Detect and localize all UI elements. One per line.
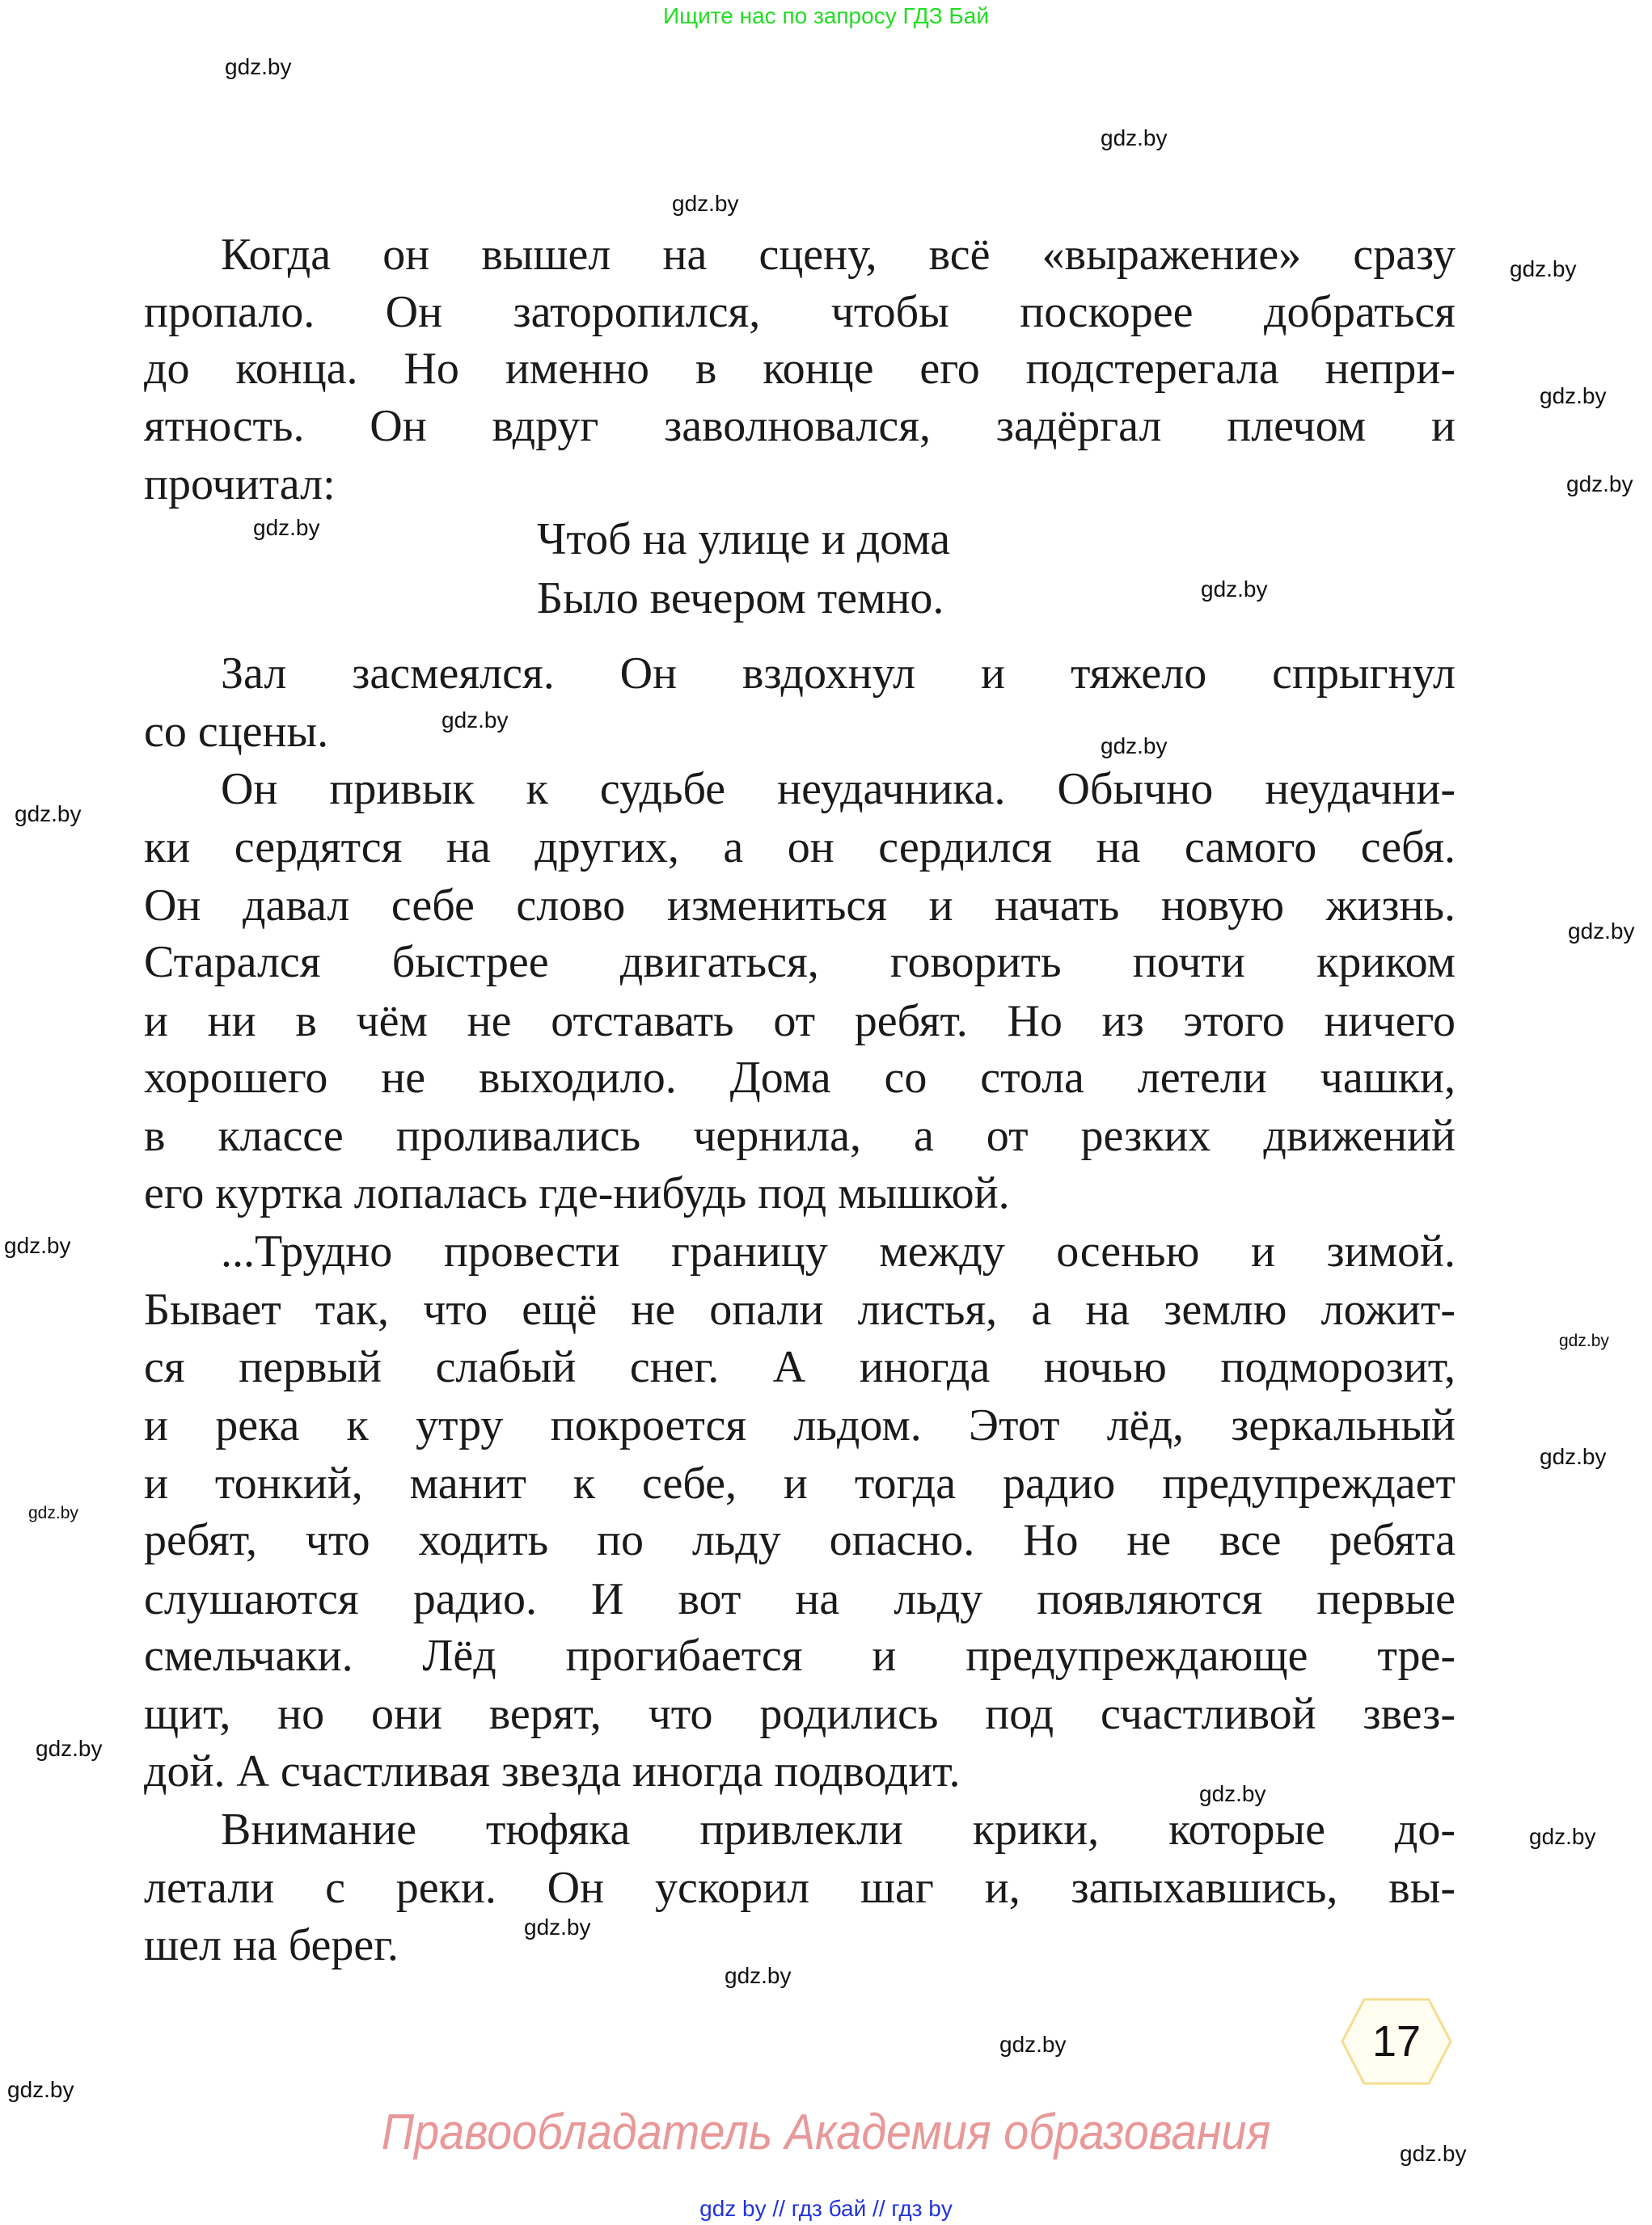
poem-line: Было вечером темно. (537, 573, 944, 623)
text-line: и река к утру покроется льдом. Этот лёд, зеркальный (144, 1400, 1456, 1450)
watermark: gdz.by (1568, 918, 1635, 944)
text-line: прочитал: (144, 459, 336, 509)
watermark: gdz.by (999, 2032, 1067, 2057)
text-line: со сцены. (144, 707, 329, 757)
text-line: и тонкий, манит к себе, и тогда радио предупреждает (144, 1459, 1456, 1509)
text-line: Зал засмеялся. Он вздохнул и тяжело спрыгнул (221, 648, 1456, 699)
watermark: gdz.by (225, 54, 292, 79)
text-line: ки сердятся на других, а он сердился на самого себя. (144, 822, 1456, 872)
watermark: gdz.by (4, 1233, 71, 1258)
watermark: gdz.by (1529, 1824, 1596, 1849)
watermark: gdz.by (672, 191, 739, 216)
watermark: gdz.by (1540, 383, 1607, 408)
watermark: gdz.by (1400, 2141, 1467, 2166)
text-line: Внимание тюфяка привлекли крики, которые до- (221, 1805, 1456, 1855)
watermark: gdz.by (28, 1504, 78, 1522)
watermark: gdz.by (253, 515, 320, 540)
text-line: Он привык к судьбе неудачника. Обычно неудачни- (221, 764, 1456, 814)
watermark: gdz.by (1101, 733, 1168, 758)
watermark: gdz.by (7, 2077, 74, 2102)
text-line: Бывает так, что ещё не опали листья, а на землю ложит- (144, 1285, 1456, 1335)
watermark: gdz.by (1510, 256, 1577, 281)
watermark: gdz.by (1199, 1781, 1266, 1806)
text-line: слушаются радио. И вот на льду появляются первые (144, 1574, 1456, 1624)
watermark: gdz.by (15, 801, 82, 826)
text-line: дой. А счастливая звезда иногда подводит. (144, 1746, 961, 1796)
text-line: Когда он вышел на сцену, всё «выражение» сразу (221, 230, 1456, 280)
text-line: его куртка лопалась где-нибудь под мышкой. (144, 1168, 1010, 1218)
text-line: ятность. Он вдруг заволновался, задёргал плечом и (144, 401, 1456, 451)
watermark: gdz.by (1540, 1444, 1607, 1469)
text-line: щит, но они верят, что родились под счастливой звез- (144, 1689, 1456, 1739)
text-line: пропало. Он заторопился, чтобы поскорее добраться (144, 287, 1456, 337)
text-line: Старался быстрее двигаться, говорить почти криком (144, 937, 1456, 987)
text-line: ребят, что ходить по льду опасно. Но не все ребята (144, 1515, 1456, 1565)
text-line: шел на берег. (144, 1920, 399, 1970)
watermark: gdz.by (442, 707, 509, 733)
text-line: в классе проливались чернила, а от резких движений (144, 1111, 1456, 1161)
watermark: gdz.by (1566, 471, 1633, 496)
text-line: ...Трудно провести границу между осенью и зимой. (221, 1226, 1456, 1277)
owner-notice: Правообладатель Академия образования (381, 2105, 1271, 2160)
text-line: Он давал себе слово измениться и начать новую жизнь. (144, 880, 1456, 931)
text-line: ся первый слабый снег. А иногда ночью подморозит, (144, 1342, 1456, 1392)
page-number: 17 (1371, 2017, 1422, 2066)
watermark: gdz.by (524, 1915, 591, 1940)
watermark: gdz.by (1101, 125, 1168, 150)
search-banner: Ищите нас по запросу ГДЗ Бай (662, 3, 990, 28)
page-number-badge (1340, 1997, 1453, 2086)
watermark: gdz.by (1559, 1332, 1609, 1350)
footer-links[interactable]: gdz by // гдз бай // гдз by (699, 2196, 953, 2221)
watermark: gdz.by (725, 1963, 792, 1988)
text-line: и ни в чём не отставать от ребят. Но из этого ничего (144, 996, 1456, 1046)
text-line: летали с реки. Он ускорил шаг и, запыхавшись, вы- (144, 1863, 1456, 1913)
text-line: хорошего не выходило. Дома со стола летели чашки, (144, 1053, 1456, 1103)
watermark: gdz.by (1201, 576, 1268, 602)
text-line: смельчаки. Лёд прогибается и предупреждающе тре- (144, 1631, 1456, 1681)
poem-line: Чтоб на улице и дома (537, 514, 951, 564)
watermark: gdz.by (36, 1736, 103, 1761)
text-line: до конца. Но именно в конце его подстерегала непри- (144, 344, 1456, 394)
